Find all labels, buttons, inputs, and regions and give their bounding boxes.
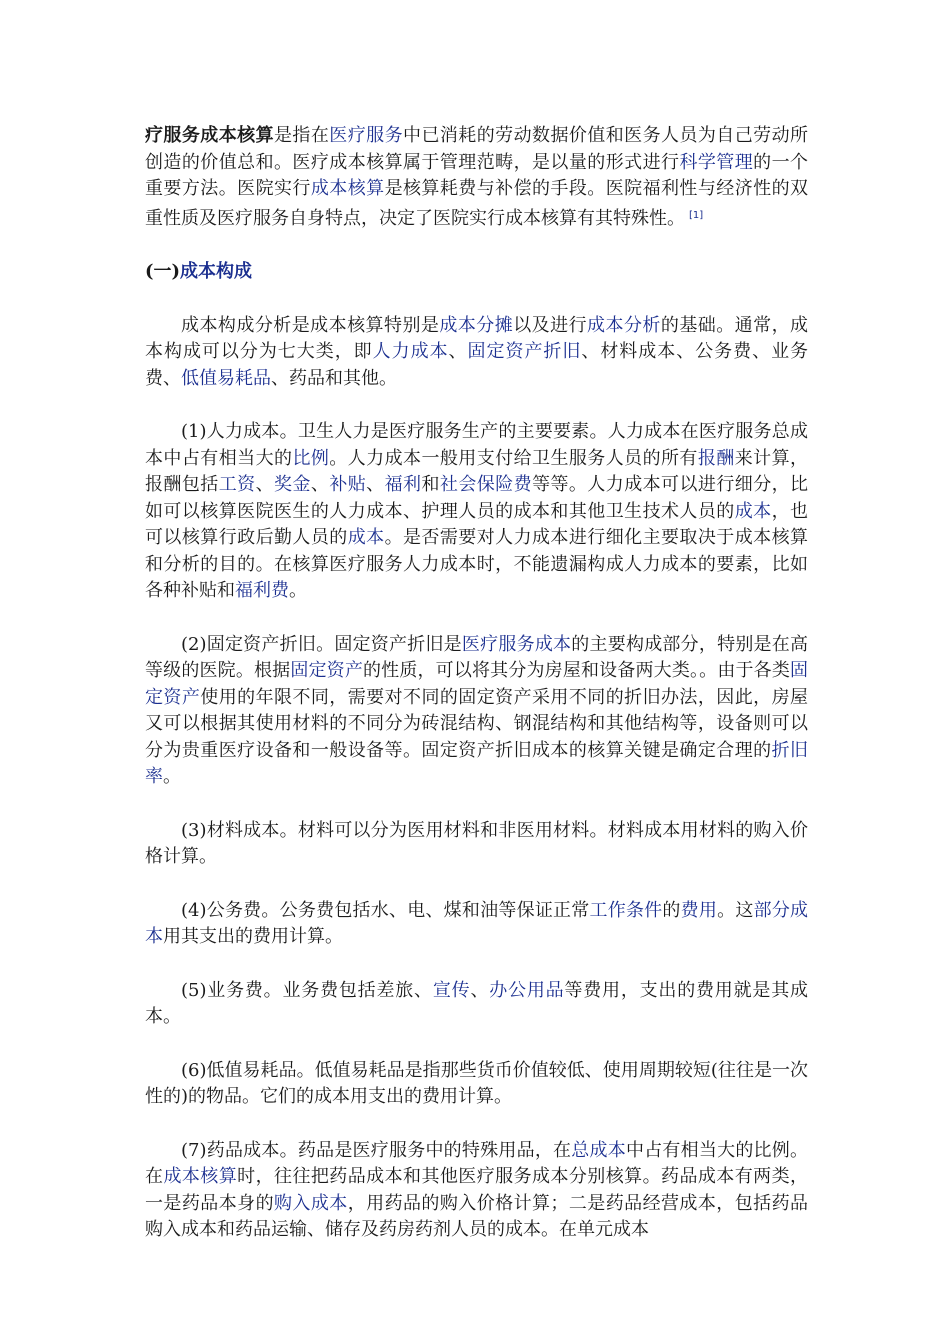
- text: 和: [421, 474, 440, 495]
- link-fixed-asset-depreciation[interactable]: 固定资产折旧: [467, 341, 582, 362]
- text: 中已消耗的劳动数据价值和医务人员为自己劳动所创造的价值总和。医疗成本核算属于管理范畴，是以量的形式进行: [145, 125, 809, 173]
- link-wages[interactable]: 工资: [218, 474, 256, 495]
- text: 时，往往把药品成本和其他医疗服务成本分别核算。药品成本有两类，一是药品本身的: [145, 1166, 809, 1214]
- text: 。: [289, 580, 307, 601]
- text: (6)低值易耗品。低值易耗品是指那些货币价值较低、使用周期较短(往往是一次性的)的物品。它们的成本用支出的费用计算。: [145, 1059, 808, 1107]
- link-scientific-management[interactable]: 科学管理: [679, 151, 754, 173]
- link-partial-cost[interactable]: 部分成本: [145, 899, 809, 947]
- link-cost-accounting[interactable]: 成本核算: [310, 178, 385, 199]
- text: 的性质，可以将其分为房屋和设备两大类。。由于各类: [363, 660, 791, 681]
- link-labor-cost[interactable]: 人力成本: [372, 341, 449, 362]
- paragraph-material-cost: [145, 818, 808, 871]
- text: 来计算，报酬包括: [145, 447, 809, 495]
- text: 、: [255, 474, 275, 495]
- text: 的一个重要方法。医院实行: [145, 151, 809, 199]
- text: (5)业务费。业务费包括差旅、: [181, 979, 433, 1001]
- text: 、药品和其他。: [271, 367, 397, 389]
- link-cost[interactable]: 成本: [347, 527, 385, 548]
- link-welfare[interactable]: 福利: [384, 474, 422, 495]
- text: 是核算耗费与补偿的手段。医院福利性与经济性的双重性质及医疗服务自身特点，决定了医院实行成本核算有其特殊性。: [145, 178, 809, 229]
- paragraph-labor-cost: [145, 419, 808, 605]
- link-remuneration[interactable]: 报酬: [697, 447, 735, 469]
- text: ，用药品的购入价格计算；二是药品经营成本，包括药品购入成本和药品运输、储存及药房药剂人员的成本。在单元成本: [145, 1192, 809, 1240]
- text: 中占有相当大的比例。在: [145, 1139, 809, 1187]
- paragraph-consumables: [145, 1058, 808, 1111]
- text: 、材料成本、公务费、业务费、: [145, 341, 809, 389]
- text: 的: [662, 899, 681, 921]
- text: 。人力成本一般用支付给卫生服务人员的所有: [329, 447, 698, 469]
- text: 用其支出的费用计算。: [163, 926, 343, 947]
- link-social-insurance[interactable]: 社会保险费: [439, 474, 533, 495]
- text: 等费用，支出的费用就是其成本。: [145, 979, 808, 1027]
- paragraph-business-expense: [145, 978, 808, 1031]
- text: (1)人力成本。卫生人力是医疗服务生产的主要要素。人力成本在医疗服务总成本中占有相当大的: [145, 421, 808, 469]
- link-fixed-assets[interactable]: 固定资产: [290, 660, 364, 681]
- text: 是指在: [274, 125, 330, 146]
- intro-paragraph: [145, 123, 808, 232]
- link-medical-service[interactable]: 医疗服务: [329, 125, 404, 146]
- term-title: 疗服务成本核算: [145, 125, 274, 146]
- text: (2)固定资产折旧。固定资产折旧是: [181, 633, 462, 655]
- link-medical-service-cost[interactable]: 医疗服务成本: [461, 633, 572, 655]
- link-cost-accounting[interactable]: 成本核算: [163, 1166, 238, 1187]
- text: 的基础。通常，成本构成可以分为七大类，即: [145, 314, 809, 362]
- text: 成本构成分析是成本核算特别是: [181, 314, 440, 336]
- paragraph-depreciation: [145, 632, 808, 791]
- text: 、: [366, 474, 385, 495]
- link-expense[interactable]: 费用: [680, 899, 718, 921]
- document-body: [145, 123, 808, 1271]
- text: (7)药品成本。药品是医疗服务中的特殊用品，在: [181, 1139, 572, 1161]
- text: 、: [470, 979, 490, 1001]
- text: 的主要构成部分，特别是在高等级的医院。根据: [145, 633, 809, 681]
- link-publicity[interactable]: 宣传: [432, 979, 471, 1001]
- link-office-supplies[interactable]: 办公用品: [489, 979, 565, 1001]
- reference-link[interactable]: [1]: [689, 209, 704, 221]
- link-fixed-assets[interactable]: 固定资产: [145, 660, 809, 708]
- link-proportion[interactable]: 比例: [292, 447, 330, 469]
- link-section-cost-structure[interactable]: 成本构成: [180, 261, 253, 282]
- text: 以及进行: [513, 314, 588, 336]
- text: (3)材料成本。材料可以分为医用材料和非医用材料。材料成本用材料的购入价格计算。: [145, 819, 808, 867]
- link-bonus[interactable]: 奖金: [274, 474, 311, 495]
- section-number: (一): [145, 261, 181, 282]
- text: 。这: [717, 899, 754, 921]
- link-low-value-consumables[interactable]: 低值易耗品: [181, 367, 271, 389]
- text: 使用的年限不同，需要对不同的固定资产采用不同的折旧办法，因此，房屋又可以根据其使用材料的不同分为砖混结构、钢混结构和其他结构等，设备则可以分为贵重医疗设备和一般设备等。固定资产折旧成本的核算关键是确定合理的: [145, 686, 809, 761]
- section-heading: [145, 259, 808, 286]
- paragraph-cost-structure: [145, 313, 808, 393]
- paragraph-public-expense: [145, 898, 808, 951]
- text: 等等。人力成本可以进行细分，比如可以核算医院医生的人力成本、护理人员的成本和其他卫生技术人员的: [145, 474, 809, 522]
- link-cost-analysis[interactable]: 成本分析: [587, 314, 661, 336]
- link-depreciation-rate[interactable]: 折旧率: [145, 739, 809, 787]
- link-purchase-cost[interactable]: 购入成本: [274, 1192, 348, 1214]
- text: ，也可以核算行政后勤人员的: [145, 500, 809, 548]
- text: 。: [163, 766, 181, 787]
- paragraph-drug-cost: [145, 1138, 808, 1244]
- text: 、: [310, 474, 330, 495]
- link-welfare-fee[interactable]: 福利费: [235, 580, 289, 601]
- link-cost-allocation[interactable]: 成本分摊: [439, 314, 514, 336]
- text: 、: [448, 341, 468, 362]
- link-cost[interactable]: 成本: [734, 500, 772, 522]
- link-subsidy[interactable]: 补贴: [329, 474, 367, 495]
- link-working-conditions[interactable]: 工作条件: [589, 899, 663, 921]
- text: 。是否需要对人力成本进行细化主要取决于成本核算和分析的目的。在核算医疗服务人力成本时，不能遗漏构成人力成本的要素，比如各种补贴和: [145, 527, 809, 601]
- link-total-cost[interactable]: 总成本: [571, 1139, 626, 1161]
- text: (4)公务费。公务费包括水、电、煤和油等保证正常: [181, 899, 590, 921]
